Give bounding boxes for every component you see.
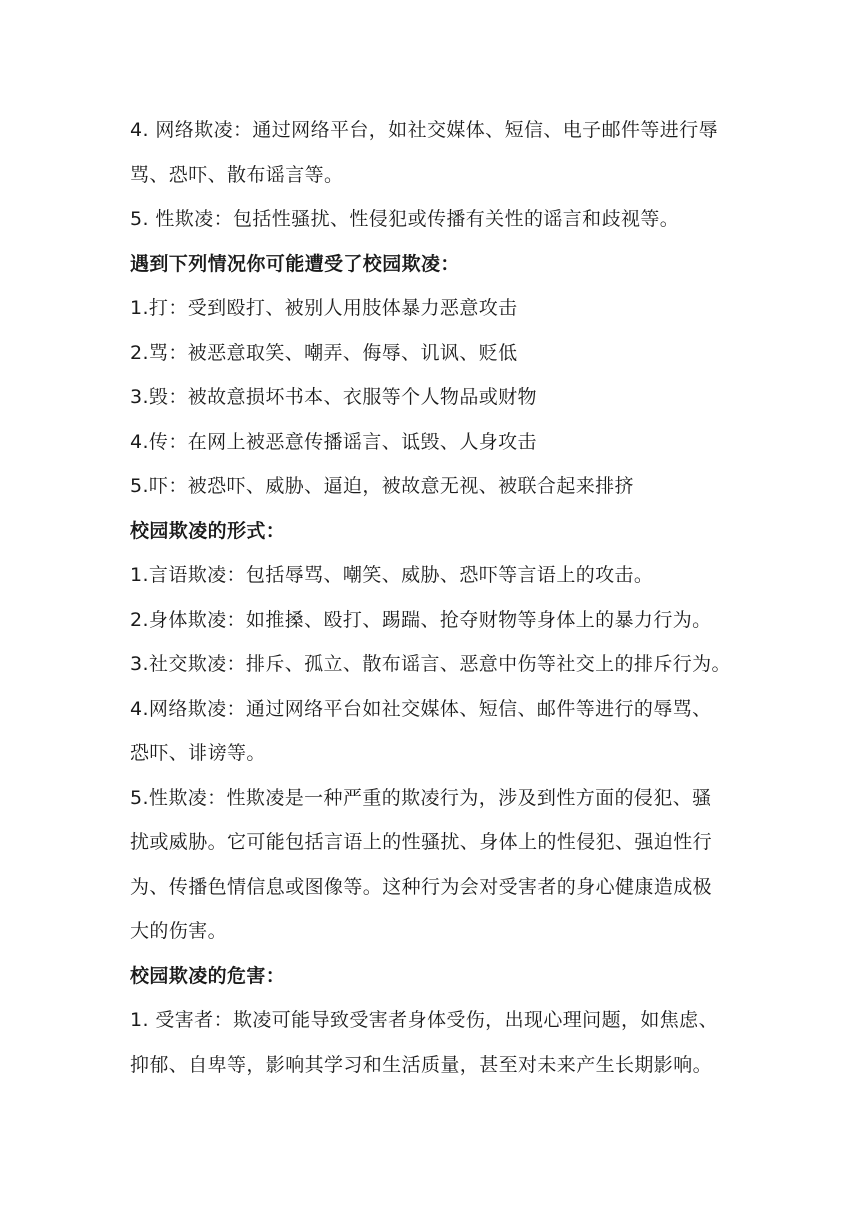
text-line: 4. 网络欺凌：通过网络平台，如社交媒体、短信、电子邮件等进行辱: [130, 119, 718, 141]
text-line: 3.毁：被故意损坏书本、衣服等个人物品或财物: [130, 386, 537, 408]
text-line: 大的伤害。: [130, 920, 228, 942]
section-heading: 校园欺凌的危害：: [130, 964, 286, 987]
document-body: [130, 108, 734, 1087]
text-line: 4.传：在网上被恶意传播谣言、诋毁、人身攻击: [130, 430, 537, 453]
text-line: 1.言语欺凌：包括辱骂、嘲笑、威胁、恐吓等言语上的攻击。: [130, 564, 654, 586]
text-line: 扰或威胁。它可能包括言语上的性骚扰、身体上的性侵犯、强迫性行: [130, 831, 713, 853]
text-line: 5. 性欺凌：包括性骚扰、性侵犯或传播有关性的谣言和歧视等。: [130, 208, 680, 230]
text-line: 2.身体欺凌：如推搡、殴打、踢踹、抢夺财物等身体上的暴力行为。: [130, 608, 712, 631]
text-line: 骂、恐吓、散布谣言等。: [130, 163, 344, 186]
text-line: 恐吓、诽谤等。: [130, 742, 266, 764]
text-line: 为、传播色情信息或图像等。这种行为会对受害者的身心健康造成极: [130, 875, 713, 898]
section-heading: 校园欺凌的形式：: [130, 519, 286, 542]
text-line: 1. 受害者：欺凌可能导致受害者身体受伤，出现心理问题，如焦虑、: [130, 1009, 718, 1031]
text-line: 2.骂：被恶意取笑、嘲弄、侮辱、讥讽、贬低: [130, 341, 518, 364]
text-line: 3.社交欺凌：排斥、孤立、散布谣言、恶意中伤等社交上的排斥行为。: [130, 653, 731, 675]
text-line: 1.打：受到殴打、被别人用肢体暴力恶意攻击: [130, 297, 518, 319]
text-line: 5.性欺凌：性欺凌是一种严重的欺凌行为，涉及到性方面的侵犯、骚: [130, 786, 712, 809]
section-heading: 遇到下列情况你可能遭受了校园欺凌：: [130, 252, 460, 275]
text-line: 抑郁、自卑等，影响其学习和生活质量，甚至对未来产生长期影响。: [130, 1053, 713, 1076]
text-line: 5.吓：被恐吓、威胁、逼迫，被故意无视、被联合起来排挤: [130, 475, 634, 497]
text-line: 4.网络欺凌：通过网络平台如社交媒体、短信、邮件等进行的辱骂、: [130, 697, 712, 720]
